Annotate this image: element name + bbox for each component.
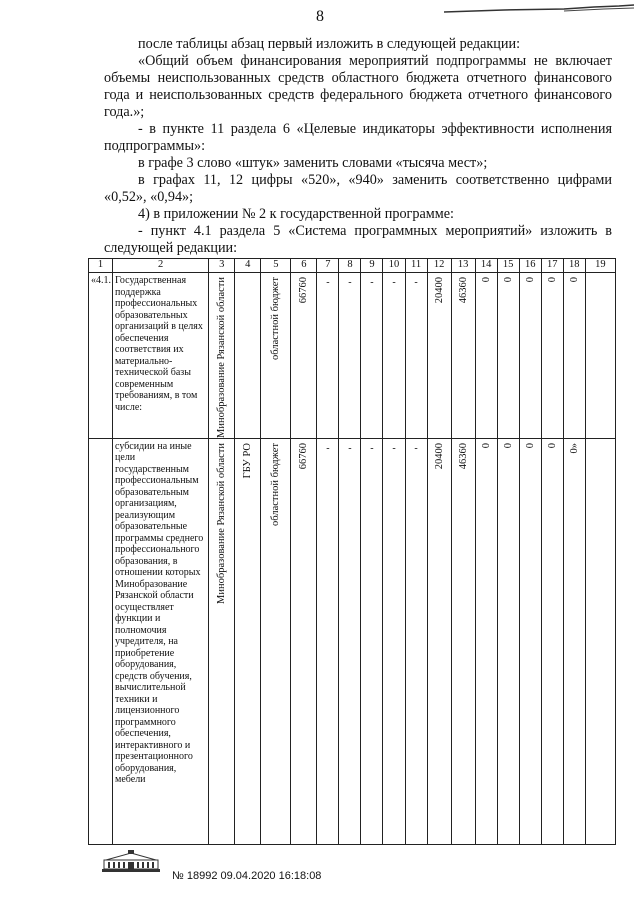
year-cell [519, 273, 541, 439]
year-amount: 0 [524, 277, 536, 283]
measure-name: субсидии на иные цели государственным профессиональным образовательным организациям, реализующим образовательные программы среднего профессионального образования, в отношении которых Минобразование Рязанской области осуществляет функции и полномочия учредителя, на приобретение оборудования, средств обучения, вычислительной техники и лицензионного программного обеспечения, интерактивного и презентационного оборудования, мебели [113, 438, 209, 844]
executor: Минобразование Рязанской области [216, 442, 228, 604]
column-header: 2 [113, 259, 209, 273]
paragraph: после таблицы абзац первый изложить в следующей редакции: [138, 36, 521, 52]
value-cell: - [405, 438, 427, 844]
year-cell [497, 273, 519, 439]
year-cell [563, 273, 585, 439]
column-header: 8 [339, 259, 361, 273]
registration-stamp: № 18992 09.04.2020 16:18:08 [172, 870, 322, 882]
column-header: 13 [451, 259, 475, 273]
column-header: 10 [383, 259, 405, 273]
column-header: 1 [89, 259, 113, 273]
paragraph: в графе 3 слово «штук» заменить словами «тысяча мест»; [138, 155, 488, 171]
value-cell: - [317, 438, 339, 844]
table-row [89, 273, 616, 439]
column-header: 19 [585, 259, 615, 273]
value-cell: - [317, 273, 339, 439]
year-cell [475, 273, 497, 439]
value-cell: - [339, 438, 361, 844]
measure-name: Государственная поддержка профессиональных образовательных организаций в целях обеспечения соответствия их материально-технической базы современным требованиям, в том числе: [113, 273, 209, 439]
paragraph: 4) в приложении № 2 к государственной программе: [138, 206, 454, 222]
paragraph: в графах 11, 12 цифры «520», «940» заменить соответственно цифрами «0,52», «0,94»; [104, 172, 612, 205]
value-cell: - [383, 438, 405, 844]
year-amount: 46360 [457, 277, 469, 304]
column-header: 7 [317, 259, 339, 273]
page-number: 8 [316, 8, 324, 25]
source-cell [261, 438, 291, 844]
paragraph: «Общий объем финансирования мероприятий подпрограммы не включает объемы неиспользованных средств областного бюджета отчетного финансового года и неиспользованных средств федерального бюджета отчетного финансового года.»; [104, 53, 612, 120]
year-amount: 0 [480, 277, 492, 283]
recipient: ГБУ РО [242, 442, 254, 479]
column-header: 14 [475, 259, 497, 273]
executor: Минобразование Рязанской области [216, 277, 228, 438]
paragraph: - в пункте 11 раздела 6 «Целевые индикаторы эффективности исполнения подпрограммы»: [104, 121, 612, 154]
table-row [89, 438, 616, 844]
year-cell [451, 273, 475, 439]
year-amount: 20400 [433, 442, 445, 470]
column-header: 17 [541, 259, 563, 273]
column-header: 6 [291, 259, 317, 273]
value-cell [585, 438, 615, 844]
year-amount: 0 [524, 442, 536, 449]
executor-cell [209, 438, 235, 844]
year-amount: 0 [546, 442, 558, 449]
source-cell [261, 273, 291, 439]
row-number: «4.1. [89, 273, 113, 439]
total-cell [291, 273, 317, 439]
government-building-logo [100, 850, 162, 874]
value-cell: - [405, 273, 427, 439]
total-amount: 66760 [298, 442, 310, 470]
row-number [89, 438, 113, 844]
column-header: 5 [261, 259, 291, 273]
value-cell: - [383, 273, 405, 439]
value-cell: - [339, 273, 361, 439]
year-amount: 0 [502, 442, 514, 449]
column-header: 9 [361, 259, 383, 273]
year-amount: 0 [546, 277, 558, 283]
scan-artifact-mark [444, 4, 634, 16]
program-measures-table-wrap [88, 258, 616, 845]
year-amount: 0 [502, 277, 514, 283]
column-header: 4 [235, 259, 261, 273]
year-cell [427, 273, 451, 439]
year-cell [541, 438, 563, 844]
year-cell [497, 438, 519, 844]
column-header: 11 [405, 259, 427, 273]
year-cell [519, 438, 541, 844]
executor-cell [209, 273, 235, 439]
body-text [104, 36, 612, 257]
column-header: 18 [563, 259, 585, 273]
table-header-row [89, 259, 616, 273]
year-cell [541, 273, 563, 439]
column-header: 16 [519, 259, 541, 273]
total-cell [291, 438, 317, 844]
year-amount: 0» [568, 442, 580, 454]
year-amount: 0 [480, 442, 492, 449]
column-header: 15 [497, 259, 519, 273]
value-cell: - [361, 438, 383, 844]
value-cell [585, 273, 615, 439]
funding-source: областной бюджет [270, 442, 282, 526]
total-amount: 66760 [298, 277, 310, 304]
year-cell [563, 438, 585, 844]
recipient-cell [235, 273, 261, 439]
column-header: 3 [209, 259, 235, 273]
program-measures-table [88, 258, 616, 845]
value-cell: - [361, 273, 383, 439]
year-amount: 46360 [457, 442, 469, 470]
recipient-cell [235, 438, 261, 844]
funding-source: областной бюджет [270, 277, 282, 360]
year-cell [475, 438, 497, 844]
year-amount: 0 [568, 277, 580, 283]
year-cell [451, 438, 475, 844]
year-amount: 20400 [433, 277, 445, 304]
paragraph: - пункт 4.1 раздела 5 «Система программных мероприятий» изложить в следующей редакции: [104, 223, 612, 256]
year-cell [427, 438, 451, 844]
column-header: 12 [427, 259, 451, 273]
